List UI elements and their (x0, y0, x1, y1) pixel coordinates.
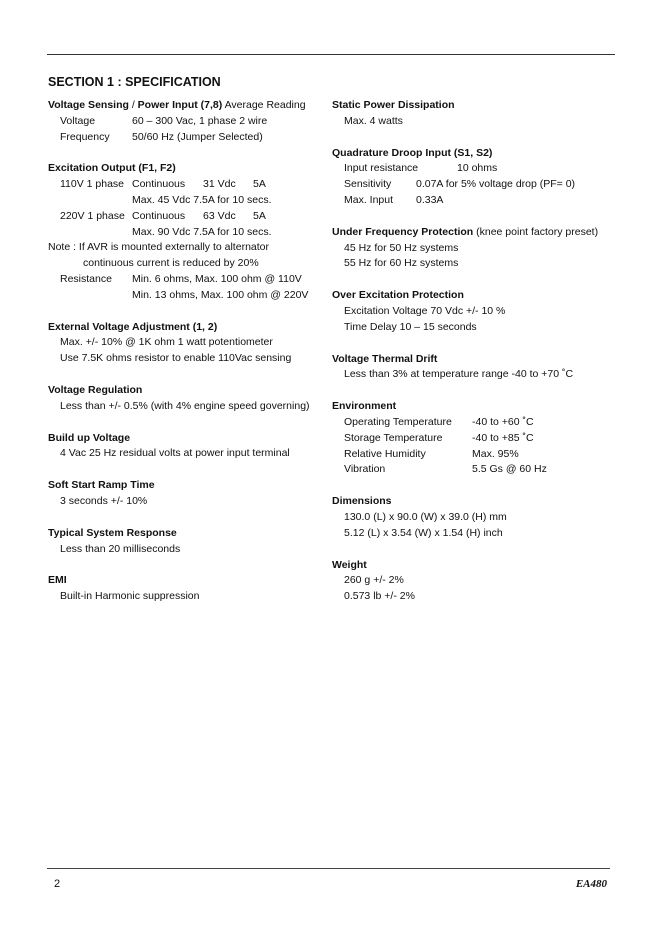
heading-part-b: Power Input (7,8) (137, 99, 223, 111)
spec-label: Voltage (60, 114, 96, 127)
excitation-max-110v: Max. 45 Vdc 7.5A for 10 secs. (132, 193, 272, 206)
spec-value: 60 – 300 Vac, 1 phase 2 wire (132, 114, 268, 127)
emi-heading: EMI (48, 574, 67, 587)
heading-suffix: Average Reading (222, 99, 306, 111)
phase-label: 220V 1 phase (60, 209, 125, 222)
regulation-line-1: Less than +/- 0.5% (with 4% engine speed governing) (60, 399, 310, 412)
phase-label: 110V 1 phase (60, 178, 125, 191)
spec-label: Relative Humidity (344, 447, 426, 460)
spec-value: Max. 95% (472, 447, 519, 460)
softstart-heading: Soft Start Ramp Time (48, 479, 155, 492)
voltage-row (48, 114, 333, 130)
spec-label: Resistance (60, 272, 112, 285)
excitation-heading: Excitation Output (F1, F2) (48, 162, 176, 175)
droop-row-sensitivity (332, 177, 622, 193)
ufp-line-2: 55 Hz for 60 Hz systems (344, 257, 459, 270)
spec-label: Frequency (60, 130, 110, 143)
softstart-line-1: 3 seconds +/- 10% (60, 494, 148, 507)
environment-heading: Environment (332, 400, 397, 413)
env-row-humidity (332, 447, 622, 463)
spec-label: Storage Temperature (344, 431, 443, 444)
spec-label: Operating Temperature (344, 415, 452, 428)
excitation-row-220v (48, 209, 333, 225)
right-column (332, 98, 622, 605)
env-row-vibration (332, 462, 622, 478)
weight-line-2: 0.573 lb +/- 2% (344, 590, 415, 603)
spec-label: Max. Input (344, 193, 394, 206)
spec-label: Sensitivity (344, 178, 392, 191)
weight-line-1: 260 g +/- 2% (344, 574, 404, 587)
spec-value: -40 to +60 ˚C (472, 415, 534, 428)
env-row-operating (332, 415, 622, 431)
regulation-heading: Voltage Regulation (48, 383, 143, 396)
response-line-1: Less than 20 milliseconds (60, 542, 181, 555)
dimensions-line-1: 130.0 (L) x 90.0 (W) x 39.0 (H) mm (344, 510, 507, 523)
ext-voltage-line-2: Use 7.5K ohms resistor to enable 110Vac sensing (60, 352, 292, 365)
excitation-max-220v: Max. 90 Vdc 7.5A for 10 secs. (132, 225, 272, 238)
page-number: 2 (54, 878, 61, 890)
note-line-2: continuous current is reduced by 20% (83, 257, 259, 270)
buildup-line-1: 4 Vac 25 Hz residual volts at power input terminal (60, 447, 290, 460)
ufp-heading (332, 225, 622, 241)
thermal-heading: Voltage Thermal Drift (332, 352, 438, 365)
oep-heading: Over Excitation Protection (332, 289, 464, 302)
spec-value: 0.07A for 5% voltage drop (PF= 0) (416, 178, 576, 191)
dimensions-heading: Dimensions (332, 495, 392, 508)
env-row-storage (332, 431, 622, 447)
oep-line-2: Time Delay 10 – 15 seconds (344, 320, 477, 333)
thermal-line-1: Less than 3% at temperature range -40 to +70 ˚C (344, 368, 574, 381)
document-code: EA480 (575, 878, 607, 890)
buildup-heading: Build up Voltage (48, 431, 131, 444)
spec-value: 50/60 Hz (Jumper Selected) (132, 130, 263, 143)
header-rule (47, 54, 615, 55)
spec-label: Input resistance (344, 162, 419, 175)
volt-value: 63 Vdc (203, 209, 236, 222)
left-column (48, 98, 333, 605)
droop-row-max-input (332, 193, 622, 209)
dimensions-line-2: 5.12 (L) x 3.54 (W) x 1.54 (H) inch (344, 526, 503, 539)
spec-value: 0.33A (416, 193, 444, 206)
weight-heading: Weight (332, 558, 367, 571)
footer-rule (47, 868, 610, 869)
static-power-heading: Static Power Dissipation (332, 99, 455, 111)
amp-value: 5A (253, 178, 266, 191)
spec-value: -40 to +85 ˚C (472, 431, 534, 444)
section-title: SECTION 1 : SPECIFICATION (48, 75, 221, 89)
note-line-1: Note : If AVR is mounted externally to alternator (48, 241, 269, 254)
response-heading: Typical System Response (48, 526, 177, 539)
heading-separator: / (128, 99, 138, 111)
volt-value: 31 Vdc (203, 178, 236, 191)
emi-line-1: Built-in Harmonic suppression (60, 590, 200, 603)
resistance-row-2: Min. 13 ohms, Max. 100 ohm @ 220V (132, 288, 309, 301)
droop-row-resistance (332, 161, 622, 177)
ufp-line-1: 45 Hz for 50 Hz systems (344, 241, 459, 254)
heading-text: Under Frequency Protection (332, 225, 474, 238)
spec-value: Min. 6 ohms, Max. 100 ohm @ 110V (132, 272, 302, 285)
mode-label: Continuous (132, 178, 186, 191)
resistance-row (48, 272, 333, 288)
voltage-sensing-heading (48, 98, 333, 114)
excitation-row-110v (48, 177, 333, 193)
ext-voltage-line-1: Max. +/- 10% @ 1K ohm 1 watt potentiometer (60, 336, 273, 349)
heading-suffix: (knee point factory preset) (473, 225, 599, 238)
amp-value: 5A (253, 209, 266, 222)
ext-voltage-heading: External Voltage Adjustment (1, 2) (48, 320, 218, 333)
spec-value: 5.5 Gs @ 60 Hz (472, 463, 547, 476)
spec-label: Vibration (344, 463, 386, 476)
spec-value: 10 ohms (457, 162, 498, 175)
heading-part-a: Voltage Sensing (48, 99, 129, 111)
droop-heading: Quadrature Droop Input (S1, S2) (332, 146, 493, 159)
oep-line-1: Excitation Voltage 70 Vdc +/- 10 % (344, 304, 506, 317)
mode-label: Continuous (132, 209, 186, 222)
frequency-row (48, 130, 333, 146)
static-power-line-1: Max. 4 watts (344, 114, 403, 127)
